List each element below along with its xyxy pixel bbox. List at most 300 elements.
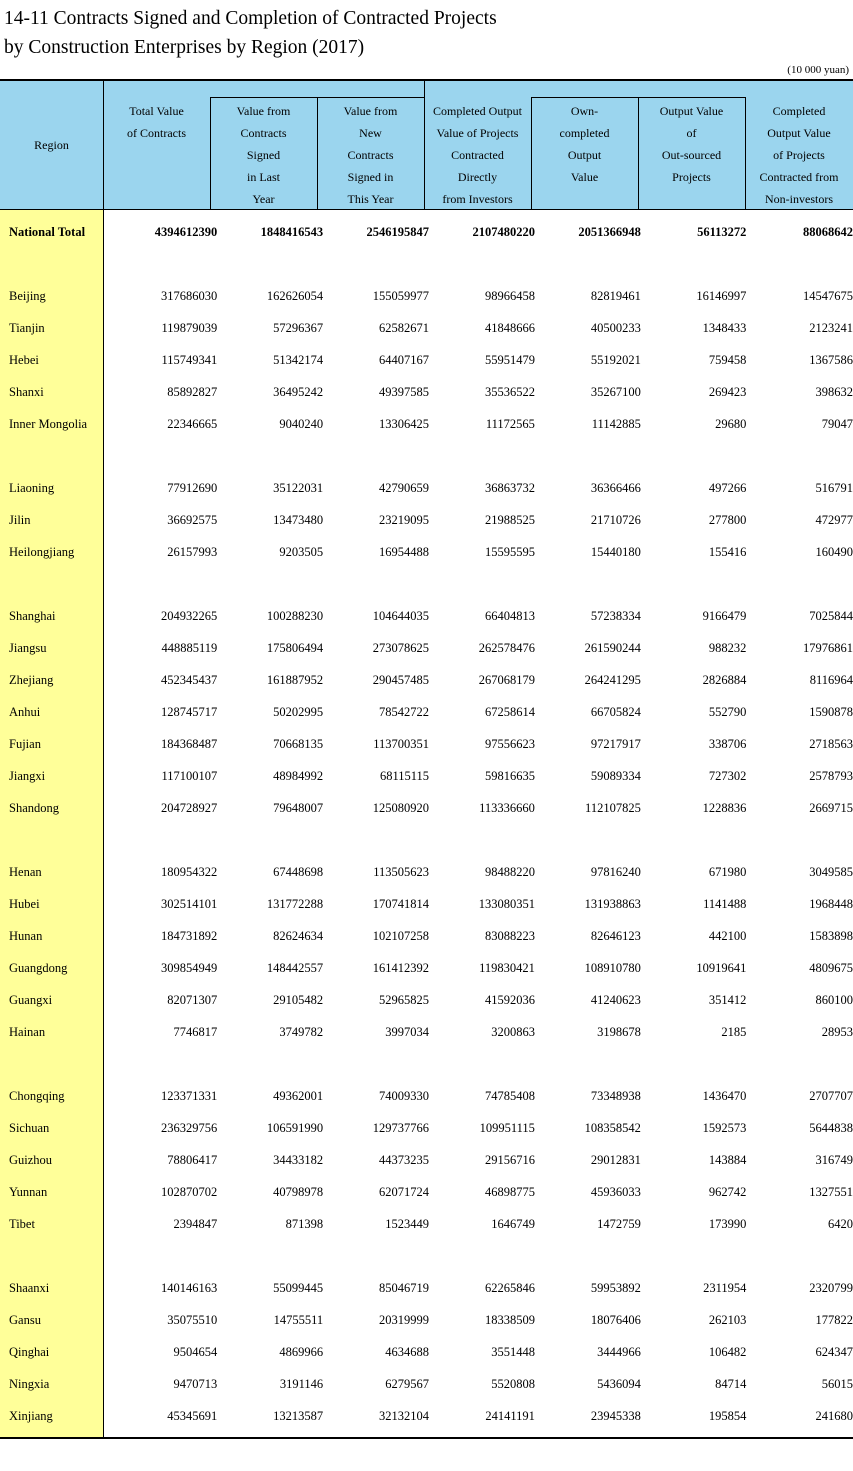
value-cell: 57296367	[273, 320, 324, 335]
spacer-cell	[0, 248, 853, 280]
region-cell: Sichuan	[9, 1120, 50, 1135]
value-cell: 29680	[715, 416, 747, 431]
value-cell: 727302	[708, 768, 747, 783]
value-cell: 35075510	[167, 1312, 218, 1327]
region-cell: Xinjiang	[9, 1408, 53, 1423]
value-cell: 2546195847	[366, 224, 430, 239]
value-cell: 180954322	[161, 864, 218, 879]
value-cell: 4809675	[809, 960, 853, 975]
value-cell: 36495242	[273, 384, 324, 399]
value-cell: 73348938	[590, 1088, 641, 1103]
value-cell: 184731892	[161, 928, 218, 943]
table-row	[0, 376, 853, 408]
value-cell: 40798978	[273, 1184, 324, 1199]
value-cell: 109951115	[479, 1120, 535, 1135]
value-cell: 2051366948	[578, 224, 641, 239]
spacer-row	[0, 824, 853, 856]
table-row	[0, 1304, 853, 1336]
column-header-line: Value from	[343, 104, 398, 118]
table-row	[0, 632, 853, 664]
title-line-2: by Construction Enterprises by Region (2017)	[4, 37, 365, 58]
value-cell: 3551448	[491, 1344, 535, 1359]
value-cell: 1968448	[809, 896, 853, 911]
value-cell: 36692575	[167, 512, 218, 527]
value-cell: 1436470	[702, 1088, 747, 1103]
value-cell: 113505623	[373, 864, 430, 879]
value-cell: 102107258	[372, 928, 430, 943]
value-cell: 2311954	[703, 1280, 747, 1295]
value-cell: 317686030	[161, 288, 218, 303]
value-cell: 140146163	[161, 1280, 218, 1295]
column-header-line: Value of Projects	[436, 126, 519, 140]
value-cell: 262578476	[478, 640, 535, 655]
value-cell: 23945338	[590, 1408, 641, 1423]
value-cell: 269423	[708, 384, 747, 399]
value-cell: 79648007	[273, 800, 324, 815]
column-header-6	[531, 100, 638, 188]
table-row	[0, 856, 853, 888]
value-cell: 34433182	[273, 1152, 324, 1167]
value-cell: 472977	[815, 512, 853, 527]
value-cell: 26157993	[167, 544, 218, 559]
region-cell: Liaoning	[9, 480, 55, 495]
column-header-line: from Investors	[442, 192, 513, 206]
table-row	[0, 344, 853, 376]
table-row	[0, 792, 853, 824]
table-row	[0, 984, 853, 1016]
column-header-line: of Contracts	[127, 126, 186, 140]
value-cell: 123371331	[161, 1088, 218, 1103]
column-header-4	[317, 100, 424, 210]
value-cell: 1646749	[491, 1216, 535, 1231]
value-cell: 16954488	[379, 544, 430, 559]
value-cell: 1848416543	[260, 224, 324, 239]
value-cell: 290457485	[372, 672, 430, 687]
region-cell: Jiangsu	[9, 640, 47, 655]
value-cell: 57238334	[590, 608, 641, 623]
value-cell: 624347	[815, 1344, 853, 1359]
value-cell: 97217917	[590, 736, 641, 751]
value-cell: 6279567	[385, 1376, 430, 1391]
column-header-line: Completed Output	[433, 104, 522, 118]
column-header-line: completed	[559, 126, 610, 140]
value-cell: 1523449	[385, 1216, 430, 1231]
value-cell: 14547675	[803, 288, 853, 303]
column-header-line: Output	[567, 148, 602, 162]
value-cell: 7746817	[173, 1024, 218, 1039]
value-cell: 9203505	[279, 544, 324, 559]
column-header-line: Out-sourced	[661, 148, 722, 162]
value-cell: 119830421	[479, 960, 535, 975]
value-cell: 46898775	[484, 1184, 535, 1199]
column-header-line: Signed	[246, 148, 281, 162]
column-header-line: Contracted from	[759, 170, 839, 184]
column-header-line: Contracts	[347, 148, 394, 162]
value-cell: 41592036	[484, 992, 535, 1007]
value-cell: 84714	[715, 1376, 747, 1391]
value-cell: 11142885	[591, 416, 641, 431]
region-cell: Tianjin	[9, 320, 45, 335]
table-row	[0, 920, 853, 952]
value-cell: 962742	[708, 1184, 747, 1199]
table-row	[0, 472, 853, 504]
value-cell: 49397585	[379, 384, 430, 399]
region-cell: Guangdong	[9, 960, 68, 975]
value-cell: 5644838	[809, 1120, 853, 1135]
table-row	[0, 760, 853, 792]
value-cell: 442100	[708, 928, 747, 943]
value-cell: 3198678	[597, 1024, 641, 1039]
value-cell: 85892827	[167, 384, 218, 399]
region-cell: National Total	[9, 224, 86, 239]
value-cell: 5520808	[491, 1376, 535, 1391]
table-row	[0, 312, 853, 344]
value-cell: 3191146	[279, 1376, 324, 1391]
value-cell: 74009330	[379, 1088, 430, 1103]
value-cell: 18076406	[590, 1312, 641, 1327]
value-cell: 170741814	[372, 896, 430, 911]
value-cell: 2320799	[809, 1280, 853, 1295]
value-cell: 9040240	[279, 416, 324, 431]
value-cell: 316749	[815, 1152, 853, 1167]
header-column-divider	[317, 97, 318, 209]
value-cell: 195854	[708, 1408, 747, 1423]
value-cell: 51342174	[273, 352, 324, 367]
value-cell: 162626054	[266, 288, 324, 303]
value-cell: 277800	[708, 512, 747, 527]
value-cell: 98488220	[484, 864, 535, 879]
value-cell: 273078625	[372, 640, 430, 655]
value-cell: 128745717	[161, 704, 218, 719]
value-cell: 871398	[285, 1216, 324, 1231]
column-header-line: This Year	[347, 192, 394, 206]
table-row	[0, 1176, 853, 1208]
value-cell: 85046719	[379, 1280, 430, 1295]
value-cell: 860100	[815, 992, 853, 1007]
value-cell: 59089334	[590, 768, 641, 783]
value-cell: 77912690	[167, 480, 218, 495]
value-cell: 98966458	[484, 288, 535, 303]
value-cell: 66705824	[590, 704, 641, 719]
value-cell: 161412392	[372, 960, 430, 975]
value-cell: 1228836	[702, 800, 747, 815]
value-cell: 4634688	[385, 1344, 430, 1359]
value-cell: 155416	[708, 544, 747, 559]
value-cell: 5436094	[597, 1376, 641, 1391]
column-header-line: Year	[252, 192, 275, 206]
value-cell: 1590878	[809, 704, 853, 719]
value-cell: 62582671	[379, 320, 430, 335]
column-header-8	[745, 100, 853, 210]
table-row	[0, 696, 853, 728]
spacer-cell	[0, 1048, 853, 1080]
value-cell: 16146997	[696, 288, 747, 303]
value-cell: 161887952	[266, 672, 324, 687]
value-cell: 131772288	[266, 896, 324, 911]
region-cell: Shaanxi	[9, 1280, 50, 1295]
region-cell: Yunnan	[9, 1184, 48, 1199]
value-cell: 143884	[708, 1152, 747, 1167]
value-cell: 82819461	[590, 288, 641, 303]
region-cell: Qinghai	[9, 1344, 50, 1359]
table-row	[0, 1272, 853, 1304]
value-cell: 36366466	[590, 480, 641, 495]
value-cell: 21988525	[484, 512, 535, 527]
table-row	[0, 504, 853, 536]
region-cell: Shanghai	[9, 608, 56, 623]
value-cell: 29105482	[273, 992, 324, 1007]
header-separator	[0, 209, 853, 210]
value-cell: 1472759	[597, 1216, 641, 1231]
value-cell: 241680	[815, 1408, 853, 1423]
region-cell: Ningxia	[9, 1376, 50, 1391]
region-cell: Henan	[9, 864, 42, 879]
value-cell: 2826884	[702, 672, 747, 687]
header-column-divider	[210, 97, 211, 209]
value-cell: 41240623	[590, 992, 641, 1007]
value-cell: 129737766	[372, 1120, 430, 1135]
value-cell: 448885119	[161, 640, 218, 655]
value-cell: 2578793	[809, 768, 853, 783]
value-cell: 1583898	[809, 928, 853, 943]
value-cell: 113700351	[373, 736, 430, 751]
value-cell: 106482	[708, 1344, 747, 1359]
value-cell: 9470713	[173, 1376, 218, 1391]
column-header-line: Region	[34, 138, 69, 152]
column-header-line: Value from	[236, 104, 291, 118]
column-header-line: Signed in	[347, 170, 394, 184]
value-cell: 36863732	[484, 480, 535, 495]
value-cell: 11172565	[485, 416, 535, 431]
column-header-line: Output Value	[767, 126, 831, 140]
value-cell: 261590244	[584, 640, 641, 655]
region-cell: Hebei	[9, 352, 39, 367]
value-cell: 115749341	[161, 352, 218, 367]
bottom-rule	[0, 1437, 853, 1439]
value-cell: 104644035	[372, 608, 430, 623]
value-cell: 35536522	[484, 384, 535, 399]
column-header-line: Directly	[457, 170, 498, 184]
value-cell: 82646123	[590, 928, 641, 943]
value-cell: 113336660	[479, 800, 535, 815]
value-cell: 50202995	[273, 704, 324, 719]
value-cell: 17976861	[803, 640, 853, 655]
value-cell: 2185	[721, 1024, 747, 1039]
table-row	[0, 728, 853, 760]
column-header-5	[424, 100, 531, 210]
spacer-cell	[0, 1240, 853, 1272]
column-header-1	[0, 134, 103, 156]
spacer-row	[0, 1240, 853, 1272]
total-row	[0, 216, 853, 248]
value-cell: 82071307	[167, 992, 218, 1007]
spacer-cell	[0, 568, 853, 600]
value-cell: 133080351	[478, 896, 535, 911]
region-cell: Heilongjiang	[9, 544, 75, 559]
value-cell: 32132104	[379, 1408, 430, 1423]
value-cell: 671980	[708, 864, 747, 879]
header-column-divider	[531, 97, 532, 209]
value-cell: 452345437	[161, 672, 218, 687]
region-cell: Guangxi	[9, 992, 53, 1007]
value-cell: 64407167	[379, 352, 430, 367]
table-row	[0, 1400, 853, 1432]
value-cell: 29156716	[484, 1152, 535, 1167]
value-cell: 70668135	[273, 736, 324, 751]
value-cell: 13213587	[273, 1408, 324, 1423]
value-cell: 264241295	[584, 672, 641, 687]
column-header-line: Completed	[772, 104, 826, 118]
value-cell: 988232	[708, 640, 747, 655]
value-cell: 97816240	[590, 864, 641, 879]
value-cell: 97556623	[484, 736, 535, 751]
value-cell: 14755511	[273, 1312, 324, 1327]
region-cell: Chongqing	[9, 1088, 65, 1103]
value-cell: 55951479	[484, 352, 535, 367]
value-cell: 184368487	[161, 736, 218, 751]
value-cell: 2707707	[809, 1088, 853, 1103]
value-cell: 100288230	[266, 608, 324, 623]
value-cell: 83088223	[484, 928, 535, 943]
table-row	[0, 600, 853, 632]
spacer-row	[0, 568, 853, 600]
table-row	[0, 408, 853, 440]
spacer-cell	[0, 824, 853, 856]
value-cell: 309854949	[161, 960, 218, 975]
value-cell: 62071724	[379, 1184, 430, 1199]
table-row	[0, 1144, 853, 1176]
column-header-3	[210, 100, 317, 210]
table-row	[0, 664, 853, 696]
value-cell: 52965825	[379, 992, 430, 1007]
table-row	[0, 1112, 853, 1144]
value-cell: 55192021	[590, 352, 641, 367]
column-header-line: Non-investors	[765, 192, 833, 206]
spacer-cell	[0, 440, 853, 472]
value-cell: 112107825	[585, 800, 641, 815]
value-cell: 173990	[708, 1216, 747, 1231]
value-cell: 9166479	[702, 608, 747, 623]
value-cell: 78806417	[167, 1152, 218, 1167]
column-header-line: Contracts	[240, 126, 287, 140]
value-cell: 262103	[708, 1312, 747, 1327]
value-cell: 1348433	[702, 320, 747, 335]
region-cell: Tibet	[9, 1216, 35, 1231]
value-cell: 41848666	[484, 320, 535, 335]
value-cell: 40500233	[590, 320, 641, 335]
value-cell: 516791	[815, 480, 853, 495]
value-cell: 3749782	[279, 1024, 324, 1039]
value-cell: 236329756	[161, 1120, 218, 1135]
value-cell: 3049585	[809, 864, 853, 879]
value-cell: 82624634	[273, 928, 324, 943]
page-title	[4, 4, 497, 62]
value-cell: 45345691	[167, 1408, 218, 1423]
region-cell: Jiangxi	[9, 768, 46, 783]
value-cell: 177822	[815, 1312, 853, 1327]
table-row	[0, 888, 853, 920]
region-cell: Gansu	[9, 1312, 41, 1327]
region-cell: Guizhou	[9, 1152, 53, 1167]
table-row	[0, 280, 853, 312]
value-cell: 67448698	[273, 864, 324, 879]
value-cell: 204728927	[161, 800, 218, 815]
value-cell: 88068642	[803, 224, 853, 239]
value-cell: 79047	[821, 416, 853, 431]
value-cell: 2107480220	[472, 224, 535, 239]
value-cell: 66404813	[484, 608, 535, 623]
value-cell: 35267100	[590, 384, 641, 399]
value-cell: 759458	[708, 352, 747, 367]
region-cell: Shanxi	[9, 384, 44, 399]
value-cell: 2718563	[809, 736, 853, 751]
value-cell: 351412	[708, 992, 747, 1007]
region-cell: Shandong	[9, 800, 59, 815]
data-table	[0, 216, 853, 1432]
value-cell: 62265846	[484, 1280, 535, 1295]
value-cell: 20319999	[379, 1312, 430, 1327]
value-cell: 7025844	[809, 608, 853, 623]
region-cell: Jilin	[9, 512, 31, 527]
value-cell: 2123241	[809, 320, 853, 335]
column-header-line: Total Value	[129, 104, 184, 118]
region-cell: Hainan	[9, 1024, 46, 1039]
column-header-line: New	[359, 126, 382, 140]
table-row	[0, 1080, 853, 1112]
column-header-line: Value	[570, 170, 599, 184]
region-cell: Beijing	[9, 288, 46, 303]
value-cell: 29012831	[590, 1152, 641, 1167]
value-cell: 117100107	[161, 768, 218, 783]
value-cell: 148442557	[266, 960, 324, 975]
value-cell: 119879039	[161, 320, 218, 335]
column-header-line: of	[686, 126, 697, 140]
value-cell: 2394847	[173, 1216, 218, 1231]
value-cell: 56015	[821, 1376, 853, 1391]
value-cell: 102870702	[161, 1184, 218, 1199]
value-cell: 44373235	[379, 1152, 430, 1167]
value-cell: 74785408	[484, 1088, 535, 1103]
table-row	[0, 1016, 853, 1048]
value-cell: 2669715	[809, 800, 853, 815]
value-cell: 8116964	[809, 672, 853, 687]
value-cell: 59816635	[484, 768, 535, 783]
value-cell: 78542722	[379, 704, 430, 719]
value-cell: 155059977	[372, 288, 430, 303]
value-cell: 10919641	[696, 960, 747, 975]
table-row	[0, 952, 853, 984]
value-cell: 18338509	[484, 1312, 535, 1327]
table-row	[0, 1336, 853, 1368]
title-line-1: 14-11 Contracts Signed and Completion of Contracted Projects	[4, 8, 497, 29]
table-row	[0, 1208, 853, 1240]
value-cell: 108910780	[584, 960, 641, 975]
value-cell: 338706	[708, 736, 747, 751]
value-cell: 9504654	[173, 1344, 218, 1359]
header-column-divider	[638, 97, 639, 209]
value-cell: 13306425	[379, 416, 430, 431]
value-cell: 160490	[815, 544, 853, 559]
value-cell: 35122031	[273, 480, 324, 495]
value-cell: 125080920	[372, 800, 430, 815]
table-row	[0, 536, 853, 568]
value-cell: 55099445	[273, 1280, 324, 1295]
region-cell: Hunan	[9, 928, 43, 943]
value-cell: 48984992	[273, 768, 324, 783]
value-cell: 59953892	[590, 1280, 641, 1295]
value-cell: 131938863	[584, 896, 641, 911]
spacer-row	[0, 1048, 853, 1080]
